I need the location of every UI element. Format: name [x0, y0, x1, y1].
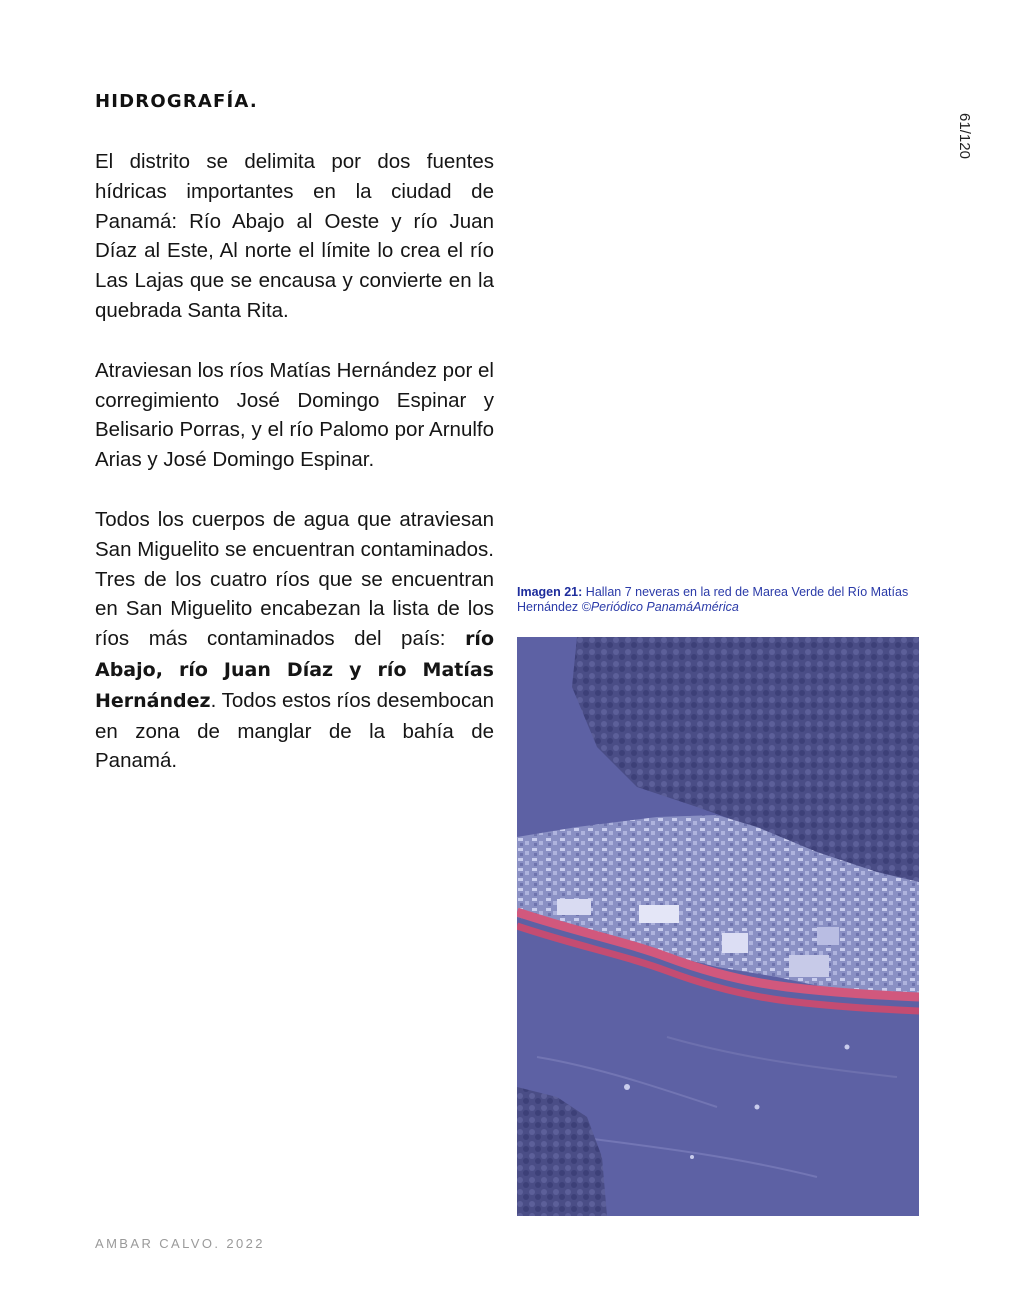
footer-author: AMBAR CALVO. 2022: [95, 1236, 265, 1251]
river-trash-photo-illustration: [517, 637, 919, 1216]
figure-caption: [517, 585, 917, 615]
body-text-column: [95, 147, 494, 806]
figure-credit: ©Periódico PanamáAmérica: [581, 600, 739, 614]
paragraph-boundaries: El distrito se delimita por dos fuentes hídricas importantes en la ciudad de Panamá: Río Abajo al Oeste y río Juan Díaz al Este, Al norte el límite lo crea el río Las Lajas que se encausa y convierte en la quebrada Santa Rita.: [95, 150, 494, 322]
contaminated-rivers-highlight: río Abajo, río Juan Díaz y río Matías Hernández: [95, 628, 494, 712]
figure-caption-text: Hallan 7 neveras en la red de Marea Verde del Río Matías Hernández: [517, 585, 909, 614]
river-trash-photo: [517, 637, 919, 1216]
contamination-text-end: . Todos estos ríos desembocan en zona de manglar de la bahía de Panamá.: [95, 688, 494, 773]
figure-label: Imagen 21:: [517, 585, 583, 599]
paragraph-contamination: [95, 505, 494, 776]
paragraph-rivers: Atraviesan los ríos Matías Hernández por el corregimiento José Domingo Espinar y Belisario Porras, y el río Palomo por Arnulfo Arias y José Domingo Espinar.: [95, 358, 494, 472]
contamination-text-start: Todos los cuerpos de agua que atraviesan San Miguelito se encuentran contaminados. Tres de los cuatro ríos que se encuentran en San Miguelito encabezan la lista de los ríos más contaminados del país:: [95, 507, 494, 651]
section-heading: HIDROGRAFÍA.: [95, 91, 258, 112]
page-number: 61/120: [956, 113, 973, 159]
